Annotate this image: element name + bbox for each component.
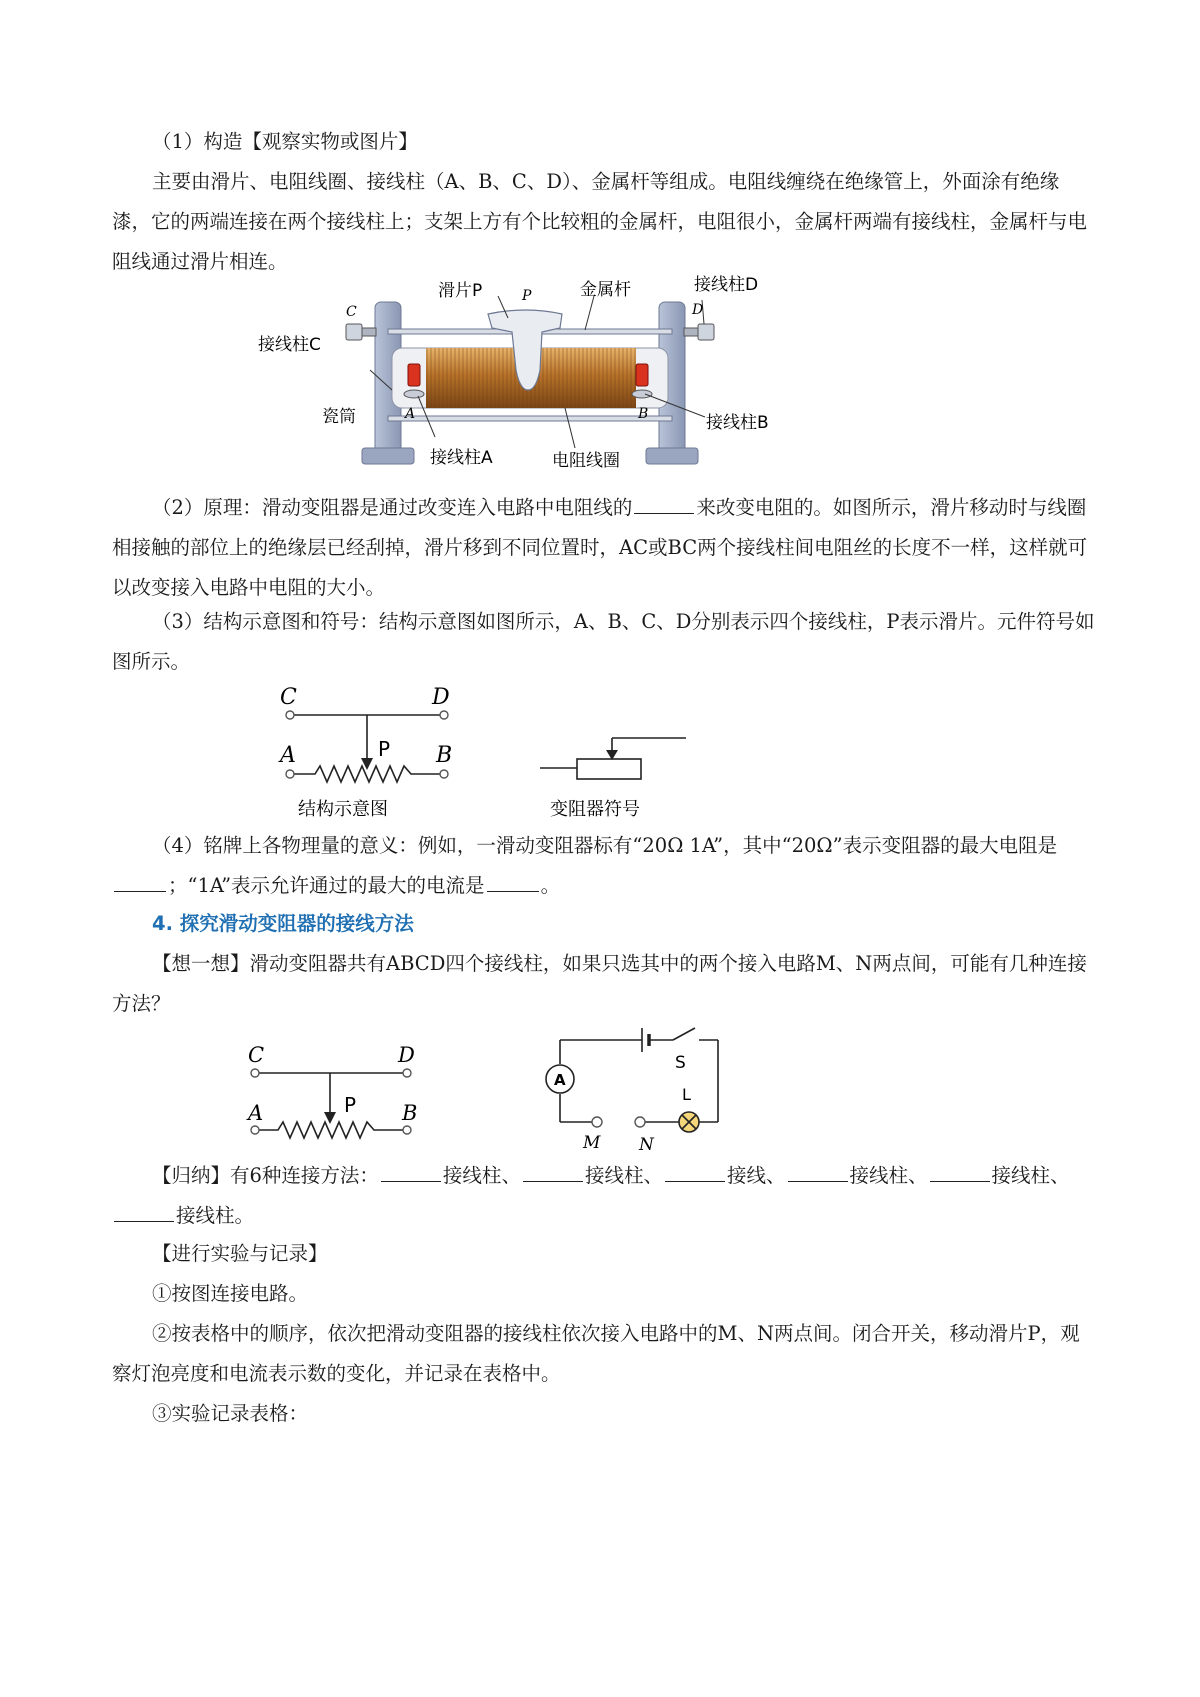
caption-symbol: 变阻器符号: [550, 799, 640, 820]
section-2-principle: （2）原理：滑动变阻器是通过改变连入电路中电阻线的 来改变电阻的。如图所示，滑片移动时与线圈相接触的部位上的绝缘层已经刮掉，滑片移到不同位置时，AC或BC两个接线柱间电阻丝的长度不一样，这样就可以改变接入电路中电阻的大小。: [112, 488, 1098, 608]
blank-max-resistance[interactable]: [114, 871, 166, 892]
blank-connection-4[interactable]: [788, 1161, 848, 1182]
experiment-step-2: ②按表格中的顺序，依次把滑动变阻器的接线柱依次接入电路中的M、N两点间。闭合开关，移动滑片P，观察灯泡亮度和电流表示数的变化，并记录在表格中。: [112, 1322, 1080, 1385]
heading-4: 4. 探究滑动变阻器的接线方法: [152, 912, 414, 935]
blank-principle[interactable]: [634, 493, 694, 514]
terminal-a-label: 接线柱A: [430, 448, 493, 468]
terminal-b-label: 接线柱B: [706, 413, 769, 433]
section-4-nameplate: （4）铭牌上各物理量的意义：例如，一滑动变阻器标有“20Ω 1A”，其中“20Ω”表示变阻器的最大电阻是；“1A”表示允许通过的最大的电流是 。: [112, 826, 1098, 906]
terminal-a-letter: A: [405, 406, 416, 422]
coil-label: 电阻线圈: [552, 451, 620, 471]
diagram-p: P: [378, 737, 391, 761]
blank-connection-3[interactable]: [665, 1161, 725, 1182]
diagram-d: D: [432, 685, 450, 710]
caption-structure: 结构示意图: [298, 799, 388, 820]
porcelain-label: 瓷筒: [322, 407, 356, 427]
svg-text:A: A: [554, 1071, 566, 1089]
diagram-b: B: [436, 743, 453, 768]
diagram2-b: B: [402, 1101, 418, 1125]
diagram-a: A: [280, 743, 296, 768]
diagram2-p: P: [344, 1093, 357, 1117]
slider-label: 滑片P: [438, 281, 483, 301]
lamp-label: L: [682, 1085, 691, 1104]
terminal-c: [346, 324, 376, 340]
summary-connections: 【归纳】有6种连接方法： 接线柱、 接线柱、 接线、 接线柱、 接线柱、接线柱。: [112, 1156, 1098, 1236]
slider-p-letter: P: [522, 288, 532, 304]
blank-max-current[interactable]: [487, 871, 539, 892]
n-label: N: [639, 1135, 654, 1155]
structure-diagram: [270, 678, 470, 823]
rheostat-symbol: [540, 730, 700, 825]
switch-label: S: [675, 1053, 686, 1073]
lamp: [679, 1112, 699, 1132]
blank-connection-2[interactable]: [523, 1161, 583, 1182]
blank-connection-5[interactable]: [930, 1161, 990, 1182]
terminal-c-label: 接线柱C: [258, 335, 321, 355]
think-question: 【想一想】滑动变阻器共有ABCD四个接线柱，如果只选其中的两个接入电路M、N两点间，可能有几种连接方法？: [112, 952, 1087, 1015]
terminal-n: [635, 1117, 645, 1127]
diagram2-d: D: [398, 1043, 415, 1067]
terminal-d: [684, 324, 714, 340]
diagram-c: C: [280, 685, 297, 710]
experiment-step-3: ③实验记录表格：: [152, 1402, 309, 1425]
section-1-body: 主要由滑片、电阻线圈、接线柱（A、B、C、D）、金属杆等组成。电阻线缠绕在绝缘管上，外面涂有绝缘漆，它的两端连接在两个接线柱上；支架上方有个比较粗的金属杆，电阻很小，金属杆两端有接线柱，金属杆与电阻线通过滑片相连。: [112, 170, 1088, 273]
section-3-structure: （3）结构示意图和符号：结构示意图如图所示，A、B、C、D分别表示四个接线柱，P表示滑片。元件符号如图所示。: [112, 610, 1095, 673]
diagram2-c: C: [248, 1043, 265, 1067]
rheostat-illustration: [250, 270, 810, 475]
terminal-m: [592, 1117, 602, 1127]
rod-label: 金属杆: [580, 280, 631, 300]
ammeter: [546, 1065, 574, 1093]
structure-diagram-2: [238, 1040, 438, 1140]
experiment-title: 【进行实验与记录】: [152, 1242, 328, 1265]
m-label: M: [583, 1133, 601, 1153]
diagram2-a: A: [248, 1101, 264, 1125]
section-1-title: （1）构造【观察实物或图片】: [152, 130, 418, 153]
terminal-d-label: 接线柱D: [694, 275, 759, 295]
blank-connection-6[interactable]: [114, 1201, 174, 1222]
terminal-d-letter: D: [692, 302, 704, 318]
experiment-step-1: ①按图连接电路。: [152, 1282, 309, 1305]
terminal-c-letter: C: [346, 304, 357, 320]
terminal-b-letter: B: [638, 406, 649, 422]
blank-connection-1[interactable]: [381, 1161, 441, 1182]
experiment-circuit: [535, 1018, 735, 1158]
